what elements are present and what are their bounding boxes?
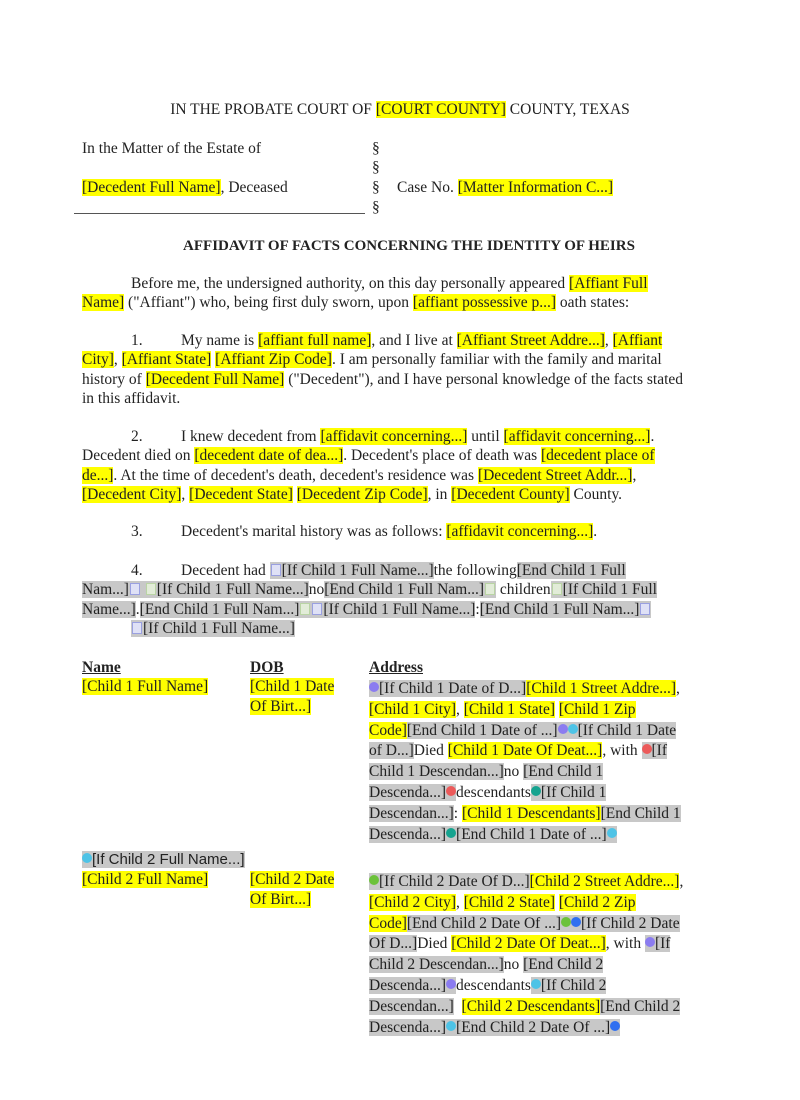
- court-prefix: IN THE PROBATE COURT OF: [170, 101, 376, 118]
- child-2-dob-field[interactable]: [Child 2 Date: [250, 871, 335, 888]
- purple-marker-icon: [645, 937, 655, 947]
- condition-end-icon: [485, 583, 495, 595]
- deceased-suffix: , Deceased: [220, 179, 288, 196]
- paragraph-number: 4.: [131, 562, 143, 579]
- conditional-end[interactable]: Descenda...] [End Child 2 Date Of ...]: [369, 1019, 620, 1036]
- section-mark: §: [372, 159, 380, 176]
- purple-marker-icon: [446, 979, 456, 989]
- condition-end-icon: [300, 603, 310, 615]
- document-title: AFFIDAVIT OF FACTS CONCERNING THE IDENTITY OF HEIRS: [183, 238, 635, 254]
- section-mark: §: [372, 179, 380, 196]
- teal-marker-icon: [446, 828, 456, 838]
- conditional-end[interactable]: Descenda...]: [369, 784, 456, 801]
- condition-start-icon: [146, 583, 156, 595]
- conditional-block[interactable]: [If Child 1: [531, 784, 606, 801]
- child-2-city-field[interactable]: [Child 2 City]: [369, 893, 456, 911]
- decedent-line: [82, 178, 288, 198]
- section-mark: §: [372, 140, 380, 157]
- purple-marker-icon: [369, 682, 379, 692]
- acquaintance-end-field[interactable]: [affidavit concerning...]: [503, 428, 651, 445]
- court-suffix: COUNTY, TEXAS: [505, 101, 630, 118]
- decedent-death-place-field[interactable]: de...]: [82, 466, 114, 484]
- teal-marker-icon: [531, 786, 541, 796]
- conditional-block[interactable]: [If Child 2 Date Of D...]: [369, 873, 530, 890]
- decedent-death-date-field[interactable]: [decedent date of dea...]: [194, 447, 344, 465]
- red-marker-icon: [642, 744, 652, 754]
- child-1-dob-cell: [250, 677, 334, 717]
- cyan-marker-icon: [568, 724, 578, 734]
- green-marker-icon: [369, 875, 379, 885]
- paragraph-2: 2. I knew decedent from [affidavit concerning...] until [affidavit concerning...]. Decedent died on [decedent date of dea...]. Decedent's place of death was [decedent place of de...]. At the time of decedent's death, decedent's residence was [Decedent Street Addr...], [Decedent City], [Decedent State] [Decedent Zip Code], in [Decedent County] County.: [82, 428, 655, 504]
- conditional-block[interactable]: of D...]: [369, 742, 414, 760]
- case-no-label: Case No.: [397, 179, 458, 196]
- paragraph-4: 4. Decedent had [If Child 1 Full Name...]the following[End Child 1 Full Nam...] [If Child 1 Full Name...]no[End Child 1 Full Nam...] children [If Child 1 Full Name...].[End Child 1 Full Nam...] [If Child 1 Full Name...]:[End Child 1 Full Nam...] [If Child 1 Full Name...]: [82, 562, 657, 638]
- paragraph-number: 1.: [131, 332, 143, 349]
- child-2-descendants-field[interactable]: [Child 2 Descendants]: [461, 997, 601, 1015]
- conditional-end[interactable]: Descenda...]: [369, 977, 456, 994]
- decedent-death-place-field[interactable]: [decedent place of: [540, 447, 655, 465]
- conditional-block[interactable]: [If Child 1 Full: [551, 581, 657, 598]
- child-2-condition-line: [82, 850, 245, 870]
- child-2-zip-field[interactable]: Code]: [369, 914, 407, 932]
- decedent-name-field[interactable]: [Decedent Full Name]: [82, 179, 221, 196]
- paragraph-number: 2.: [131, 428, 143, 445]
- cyan-marker-icon: [607, 828, 617, 838]
- conditional-block[interactable]: [If: [642, 742, 668, 759]
- decedent-city-field[interactable]: [Decedent City]: [82, 486, 182, 504]
- conditional-end[interactable]: [End Child 1: [600, 804, 681, 822]
- conditional-end[interactable]: Descenda...] [End Child 1 Date of ...]: [369, 826, 617, 843]
- child-2-state-field[interactable]: [Child 2 State]: [463, 893, 556, 911]
- conditional-block[interactable]: [If Child 1 Full Name...]: [270, 562, 434, 579]
- cyan-marker-icon: [82, 853, 92, 863]
- decedent-zip-field[interactable]: [Decedent Zip Code]: [296, 486, 428, 504]
- conditional-block[interactable]: Child 2 Descendan...]: [369, 956, 504, 974]
- child-1-street-field[interactable]: [Child 1 Street Addre...]: [526, 680, 677, 697]
- blue-marker-icon: [571, 917, 581, 927]
- conditional-block[interactable]: [If Child 2: [531, 977, 606, 994]
- child-1-city-field[interactable]: [Child 1 City]: [369, 700, 456, 718]
- child-2-dob-cell: [250, 870, 334, 910]
- decedent-name-field[interactable]: [Decedent Full Name]: [145, 370, 285, 388]
- caption-rule: [74, 213, 365, 214]
- condition-start-icon: [132, 622, 142, 634]
- conditional-end[interactable]: [End Child 2 Date Of ...] [If Child 2 Date: [406, 914, 680, 932]
- child-1-dob-field[interactable]: Of Birt...]: [250, 698, 312, 715]
- conditional-end[interactable]: [End Child 1 Full: [516, 562, 626, 579]
- conditional-end[interactable]: [End Child 2: [523, 956, 604, 974]
- child-2-street-field[interactable]: [Child 2 Street Addre...]: [529, 873, 680, 890]
- condition-start-icon: [552, 583, 562, 595]
- child-1-address-cell: [If Child 1 Date of D...][Child 1 Street Addre...], [Child 1 City], [Child 1 State] [Child 1 Zip Code][End Child 1 Date of ...] [If Child 1 Date of D...]Died [Child 1 Date Of Deat...], with [If Child 1 Descendan...]no [End Child 1 Descenda...] descendants [If Child 1 Descendan...]: [Child 1 Descendants][End Child 1 Descenda...] [End Child 1 Date of ...]: [369, 680, 681, 843]
- affiant-full-name-field[interactable]: Name]: [82, 294, 125, 312]
- affiant-street-field[interactable]: [Affiant Street Addre...]: [456, 332, 605, 349]
- decedent-state-field[interactable]: [Decedent State]: [189, 486, 293, 504]
- intro-paragraph: Before me, the undersigned authority, on this day personally appeared [Affiant Full Name] ("Affiant") who, being first duly sworn, upon [affiant possessive p...] oath states:: [82, 275, 648, 312]
- section-mark: §: [372, 199, 380, 216]
- conditional-end[interactable]: [End Child 1 Date of ...] [If Child 1 Date: [406, 721, 677, 739]
- conditional-block[interactable]: [If Child 2 Full Name...]: [82, 851, 245, 868]
- child-1-name-field[interactable]: [Child 1 Full Name]: [82, 678, 209, 695]
- child-1-name-cell: [82, 677, 208, 697]
- conditional-end[interactable]: Nam...] [If Child 1 Full Name...]: [82, 581, 309, 599]
- conditional-block[interactable]: Child 1 Descendan...]: [369, 763, 504, 781]
- acquaintance-start-field[interactable]: [affidavit concerning...]: [320, 428, 468, 445]
- child-1-descendants-field[interactable]: [Child 1 Descendants]: [461, 804, 601, 822]
- condition-end-icon: [640, 603, 650, 615]
- conditional-block[interactable]: [If Child 1 Full Name...]: [131, 620, 295, 637]
- conditional-block[interactable]: Descendan...]: [369, 997, 454, 1015]
- column-header-name: Name: [82, 659, 121, 676]
- column-header-dob: DOB: [250, 659, 284, 676]
- conditional-end[interactable]: [End Child 2: [600, 997, 681, 1015]
- affiant-possessive-field[interactable]: [affiant possessive p...]: [412, 294, 556, 312]
- affiant-state-field[interactable]: [Affiant State]: [121, 351, 212, 369]
- conditional-block[interactable]: [If: [645, 935, 671, 952]
- condition-end-icon: [130, 583, 140, 595]
- conditional-block[interactable]: [If Child 1 Date of D...]: [369, 680, 526, 697]
- child-2-dob-field[interactable]: Of Birt...]: [250, 891, 312, 908]
- conditional-end[interactable]: [End Child 1 Full Nam...]: [480, 601, 652, 618]
- blue-marker-icon: [610, 1021, 620, 1031]
- case-number-field[interactable]: [Matter Information C...]: [457, 179, 614, 196]
- affiant-name-field[interactable]: [affiant full name]: [258, 332, 372, 349]
- green-marker-icon: [561, 917, 571, 927]
- court-heading: [0, 100, 800, 120]
- column-header-address: Address: [369, 659, 423, 676]
- paragraph-number: 3.: [131, 523, 143, 540]
- affiant-full-name-field[interactable]: [Affiant Full: [569, 275, 648, 292]
- court-county-field[interactable]: [COURT COUNTY]: [375, 101, 506, 118]
- condition-start-icon: [271, 564, 281, 576]
- decedent-county-field[interactable]: [Decedent County]: [451, 486, 570, 504]
- child-1-zip-field[interactable]: [Child 1 Zip: [558, 700, 636, 718]
- red-marker-icon: [446, 786, 456, 796]
- child-2-name-cell: [82, 870, 208, 890]
- affiant-zip-field[interactable]: [Affiant Zip Code]: [215, 351, 332, 369]
- child-1-death-date-field[interactable]: [Child 1 Date Of Deat...]: [447, 742, 603, 760]
- affiant-city-field[interactable]: [Affiant: [612, 332, 663, 349]
- conditional-end[interactable]: [End Child 1 Full Nam...] [If Child 1 Full Name...]: [139, 600, 476, 618]
- marital-history-field[interactable]: [affidavit concerning...]: [446, 523, 594, 540]
- matter-line: In the Matter of the Estate of: [82, 140, 262, 157]
- conditional-end[interactable]: [End Child 1: [523, 763, 604, 781]
- decedent-street-field[interactable]: [Decedent Street Addr...]: [477, 466, 633, 484]
- child-1-dob-field[interactable]: [Child 1 Date: [250, 678, 335, 695]
- condition-start-icon: [312, 603, 322, 615]
- paragraph-3: 3. Decedent's marital history was as follows: [affidavit concerning...].: [131, 523, 598, 540]
- conditional-block[interactable]: Of D...]: [369, 935, 418, 953]
- child-1-state-field[interactable]: [Child 1 State]: [463, 700, 556, 718]
- child-1-zip-field[interactable]: Code]: [369, 721, 407, 739]
- purple-marker-icon: [558, 724, 568, 734]
- child-2-death-date-field[interactable]: [Child 2 Date Of Deat...]: [451, 935, 606, 953]
- paragraph-1: 1. My name is [affiant full name], and I live at [Affiant Street Addre...], [Affiant City], [Affiant State] [Affiant Zip Code]. I am personally familiar with the family and marital history of [Decedent Full Name] ("Decedent"), and I have personal knowledge of the facts stated in this affidavit.: [82, 332, 684, 408]
- affiant-city-field[interactable]: City]: [82, 351, 114, 369]
- child-2-address-cell: [If Child 2 Date Of D...][Child 2 Street Addre...], [Child 2 City], [Child 2 State] [Child 2 Zip Code][End Child 2 Date Of ...] [If Child 2 Date Of D...]Died [Child 2 Date Of Deat...], with [If Child 2 Descendan...]no [End Child 2 Descenda...] descendants [If Child 2 Descendan...] [Child 2 Descendants][End Child 2 Descenda...] [End Child 2 Date Of ...]: [369, 873, 684, 1036]
- conditional-block[interactable]: Name...]: [82, 600, 136, 618]
- child-2-name-field[interactable]: [Child 2 Full Name]: [82, 871, 209, 888]
- conditional-end[interactable]: [End Child 1 Full Nam...]: [324, 581, 496, 598]
- conditional-block[interactable]: Descendan...]: [369, 804, 454, 822]
- cyan-marker-icon: [446, 1021, 456, 1031]
- child-2-zip-field[interactable]: [Child 2 Zip: [558, 893, 636, 911]
- case-number-line: [397, 178, 613, 198]
- cyan-marker-icon: [531, 979, 541, 989]
